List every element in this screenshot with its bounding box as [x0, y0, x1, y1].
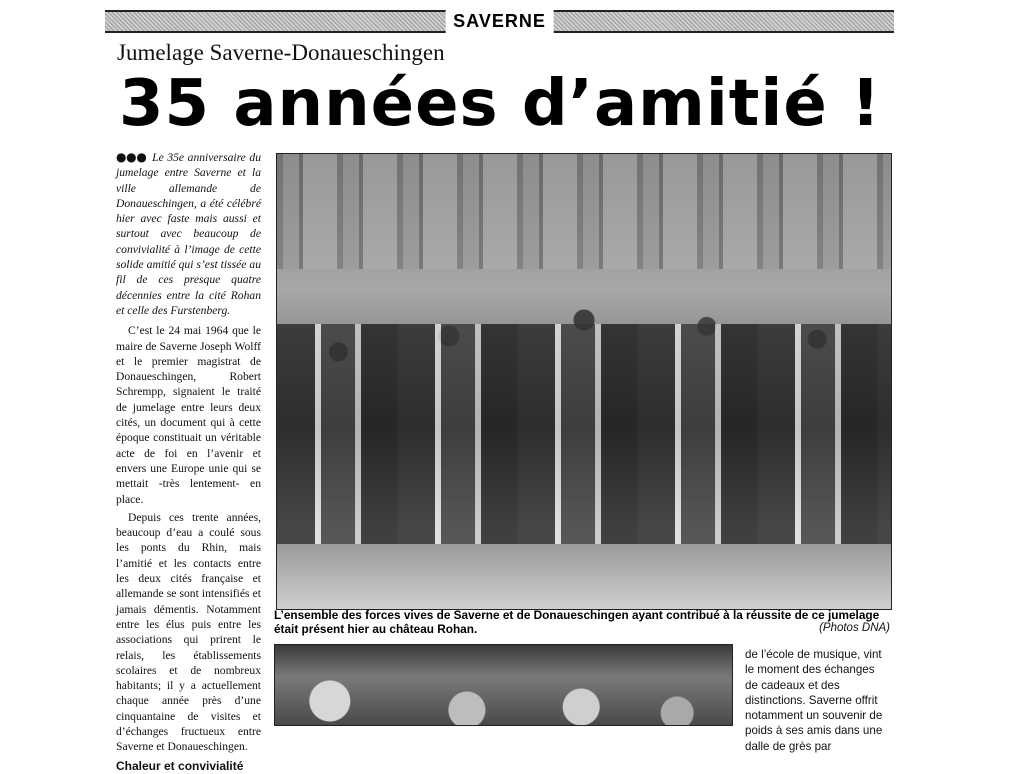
photo-credit: (Photos DNA): [819, 622, 890, 634]
intro-text: Le 35e anniversaire du jumelage entre Saverne et la ville allemande de Donaueschingen, a été célébré hier avec faste mais aussi et surtout avec beaucoup de convivialité à l’image de cette solide amitié qui s’est tissée au fil de ces presque quatre décennies entre la cité Rohan et celle des Furstenberg.: [116, 151, 262, 317]
second-photo-heads: [275, 665, 732, 725]
right-column-text: de l’école de musique, vint le moment des échanges de cadeaux et des distinctions. Saverne offrit notamment un souvenir de poids à ses amis dans une dalle de grès par: [745, 648, 883, 753]
photo-floor: [277, 544, 891, 609]
article-paragraph: Depuis ces trente années, beaucoup d’eau a coulé sous les ponts du Rhin, mais l’amitié et les contacts entre les deux cités française et allemande se sont intensifiés et jamais démentis. Notamment entre les élus puis entre les associations qui prirent le relais, les établissements scolaires et de nombreux habitants; il y a actuellement chaque année près d’une cinquantaine de visites et d’échanges fructueux entre Saverne et Donaueschingen.: [116, 510, 261, 754]
article-headline: 35 années d’amitié !: [119, 67, 882, 141]
article-kicker: Jumelage Saverne-Donaueschingen: [117, 40, 445, 65]
photo-caption: L’ensemble des forces vives de Saverne et de Donaueschingen ayant contribué à la réussite de ce jumelage était présent hier au château Rohan.: [274, 608, 880, 636]
group-photo: [276, 153, 892, 610]
intro-bullets: ●●●: [116, 150, 147, 164]
article-paragraph: C’est le 24 mai 1964 que le maire de Saverne Joseph Wolff et le premier magistrat de Donaueschingen, Robert Schrempp, signaient le traité de jumelage entre leurs deux cités, un document qui à cette époque constituait un véritable acte de foi en l’avenir et envers une Europe unie qui se mettait -très lentement- en place.: [116, 324, 261, 506]
section-label: SAVERNE: [445, 10, 554, 33]
second-photo: [274, 644, 733, 726]
article-intro: [116, 150, 261, 318]
section-header-band: [105, 10, 894, 33]
article-subhead: Chaleur et convivialité: [116, 758, 244, 773]
article-body-column: [116, 150, 261, 774]
photo-crowd-bodies: [277, 324, 891, 564]
